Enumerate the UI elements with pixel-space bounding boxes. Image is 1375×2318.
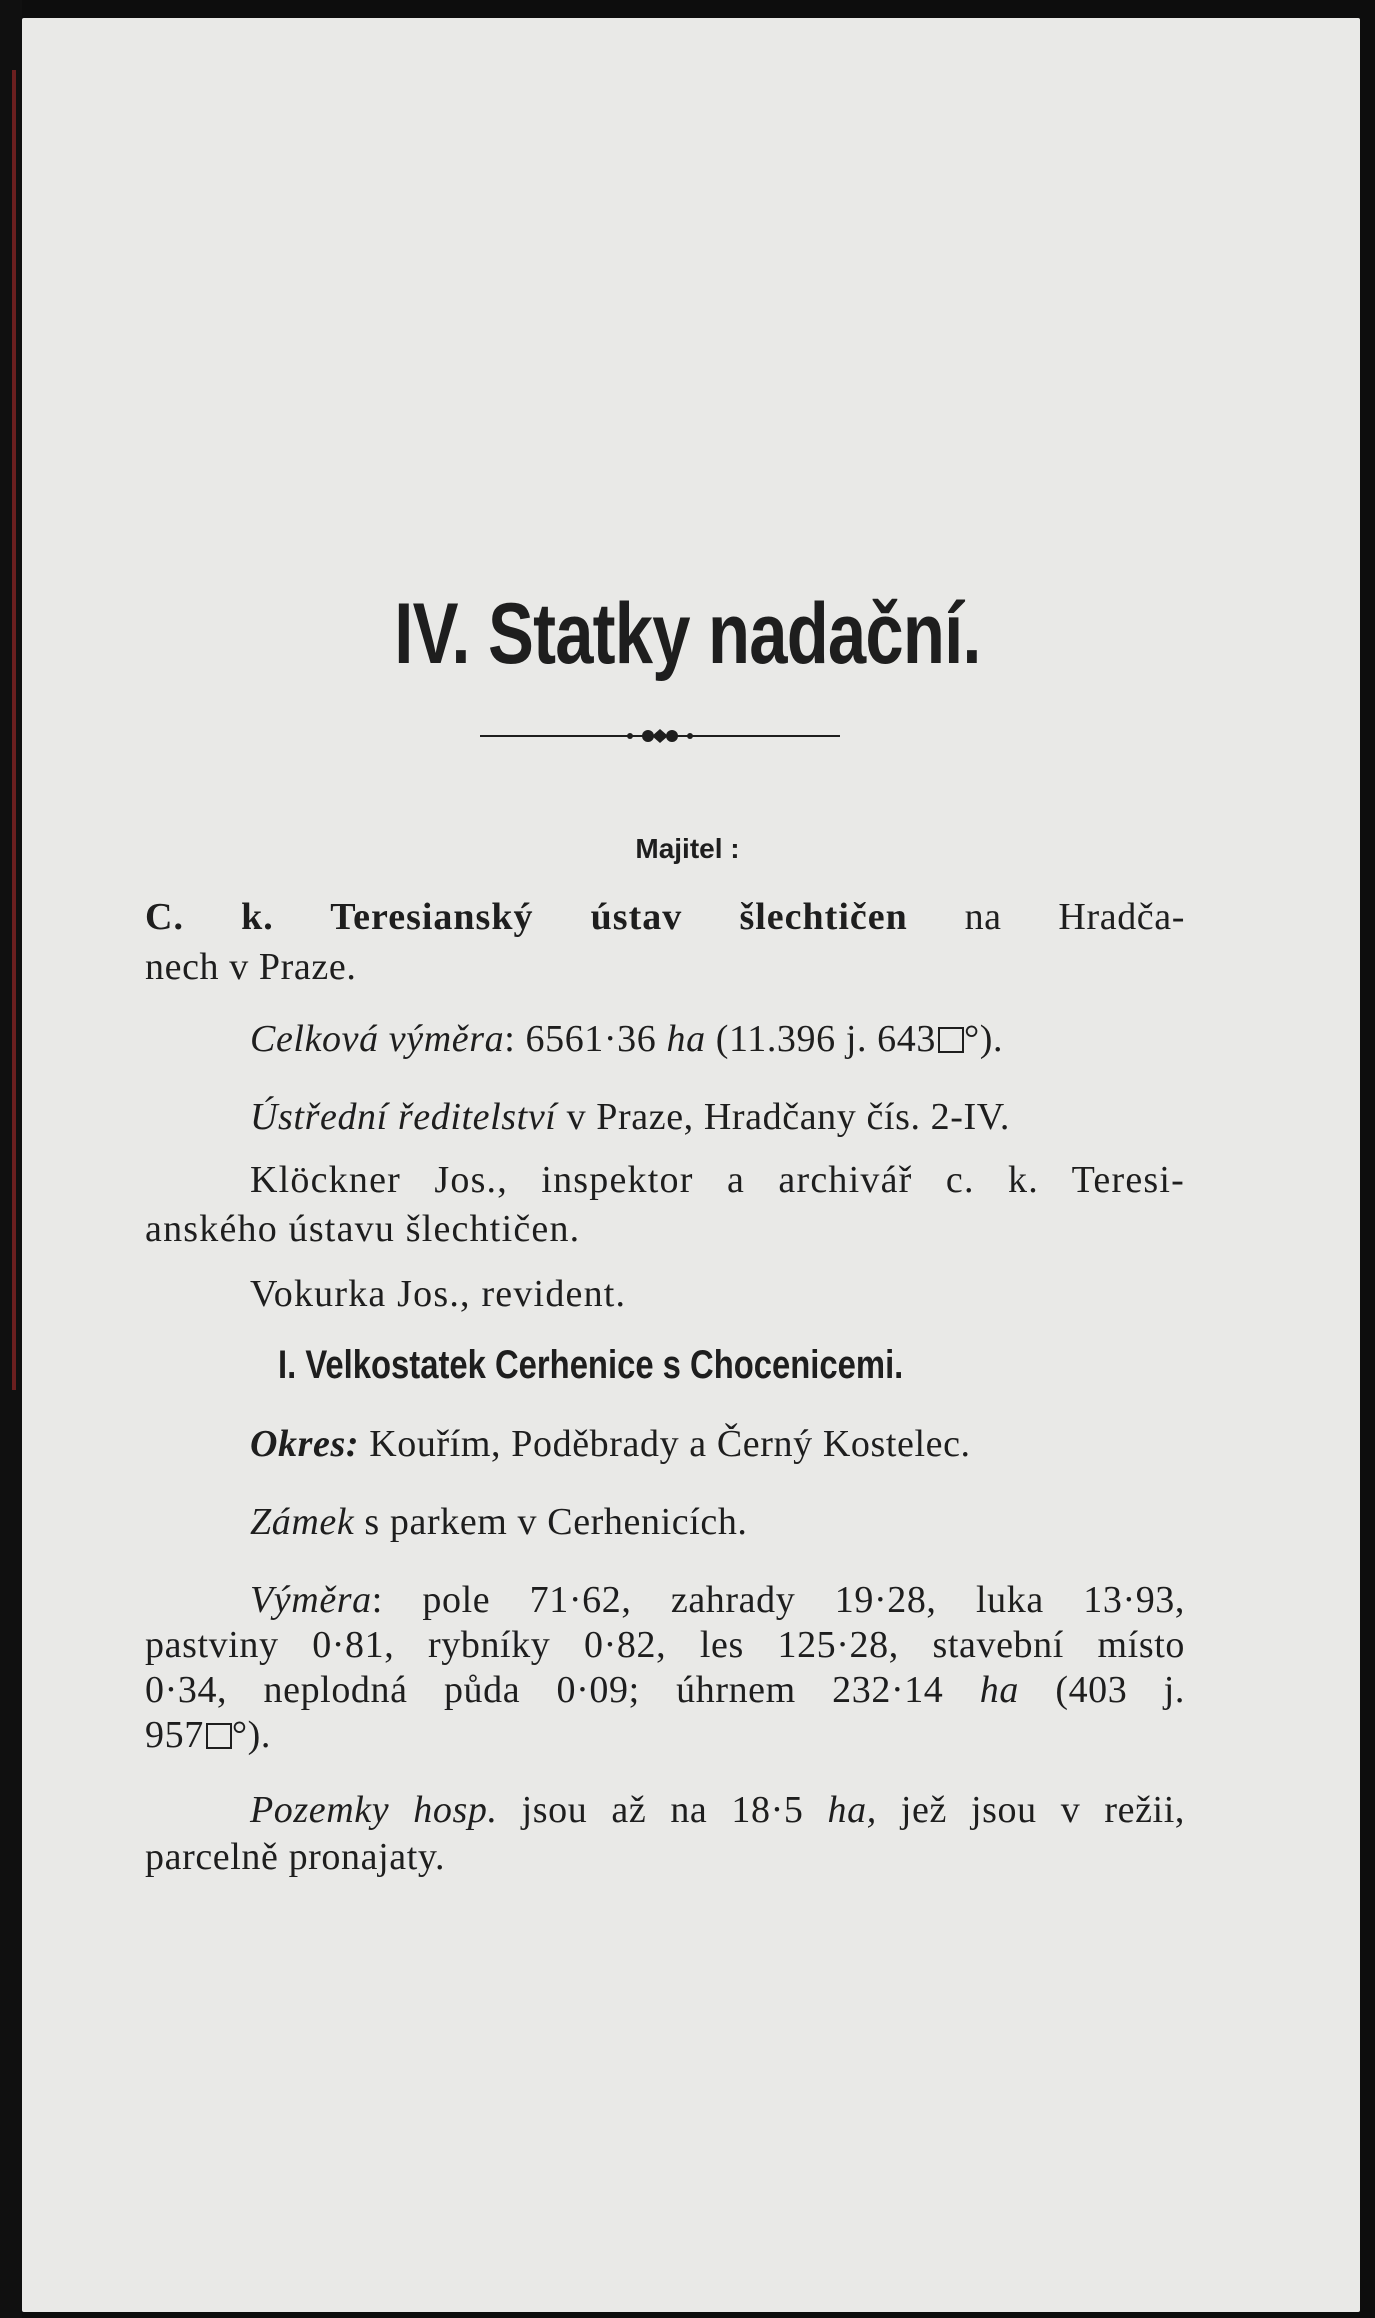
area-line-1-text: : pole 71·62, zahrady 19·28, luka 13·93, bbox=[371, 1579, 1185, 1621]
staff-line-1: Klöckner Jos., inspektor a archivář c. k. Teresi- bbox=[250, 1159, 1185, 1201]
area-line-4-end: °). bbox=[231, 1714, 271, 1756]
area-line-3-text: 0·34, neplodná půda 0·09; úhrnem 232·14 bbox=[145, 1669, 944, 1711]
directorate-label: Ústřední ředitelství bbox=[250, 1096, 557, 1138]
land-line-1 bbox=[250, 1788, 1185, 1832]
square-symbol bbox=[206, 1723, 232, 1749]
castle-text: s parkem v Cerhenicích. bbox=[364, 1501, 748, 1543]
area-line-4-text: 957 bbox=[145, 1714, 204, 1756]
area-line-3-unit: ha bbox=[979, 1669, 1019, 1711]
area-label: Výměra bbox=[250, 1579, 372, 1621]
total-area-line bbox=[250, 1017, 1003, 1061]
land-unit: ha, bbox=[827, 1789, 877, 1831]
land-label: Pozemky hosp. bbox=[250, 1789, 498, 1831]
square-symbol bbox=[938, 1027, 964, 1053]
area-line-3 bbox=[145, 1668, 1185, 1712]
binding-edge bbox=[12, 70, 16, 1390]
land-line-1-text: jsou až na 18·5 bbox=[521, 1789, 804, 1831]
district-text: Kouřím, Poděbrady a Černý Kostelec. bbox=[369, 1423, 971, 1465]
land-line-1-end: jež jsou v režii, bbox=[900, 1789, 1185, 1831]
ornament-divider bbox=[480, 725, 840, 747]
staff-line-3: Vokurka Jos., revident. bbox=[250, 1273, 627, 1315]
total-area-extra-end: °). bbox=[963, 1018, 1004, 1060]
owner-location: na Hradča- bbox=[964, 896, 1185, 938]
directorate-text: v Praze, Hradčany čís. 2-IV. bbox=[566, 1096, 1011, 1138]
directorate-line bbox=[250, 1095, 1010, 1139]
total-area-extra: (11.396 j. 643 bbox=[715, 1018, 936, 1060]
area-line-1 bbox=[250, 1578, 1185, 1622]
area-line-3-end: (403 j. bbox=[1055, 1669, 1185, 1711]
land-line-2: parcelně pronajaty. bbox=[145, 1836, 446, 1878]
castle-label: Zámek bbox=[250, 1501, 355, 1543]
estate-title: I. Velkostatek Cerhenice s Chocenicemi. bbox=[278, 1343, 904, 1387]
total-area-unit: ha bbox=[666, 1018, 706, 1060]
district-label: Okres: bbox=[250, 1423, 360, 1465]
owner-label: Majitel : bbox=[635, 833, 740, 864]
owner-name: C. k. Teresianský ústav šlechtičen bbox=[145, 896, 908, 938]
total-area-value: : 6561·36 bbox=[504, 1018, 657, 1060]
total-area-label: Celková výměra bbox=[250, 1018, 505, 1060]
owner-line-1 bbox=[145, 895, 1185, 939]
area-line-4 bbox=[145, 1713, 271, 1757]
scan-edge bbox=[0, 0, 22, 2318]
district-line bbox=[250, 1422, 971, 1466]
owner-line-2: nech v Praze. bbox=[145, 946, 357, 988]
page-heading: IV. Statky nadační. bbox=[394, 586, 981, 682]
castle-line bbox=[250, 1500, 748, 1544]
staff-line-2: anského ústavu šlechtičen. bbox=[145, 1208, 581, 1250]
area-line-2: pastviny 0·81, rybníky 0·82, les 125·28, stavební místo bbox=[145, 1624, 1185, 1666]
